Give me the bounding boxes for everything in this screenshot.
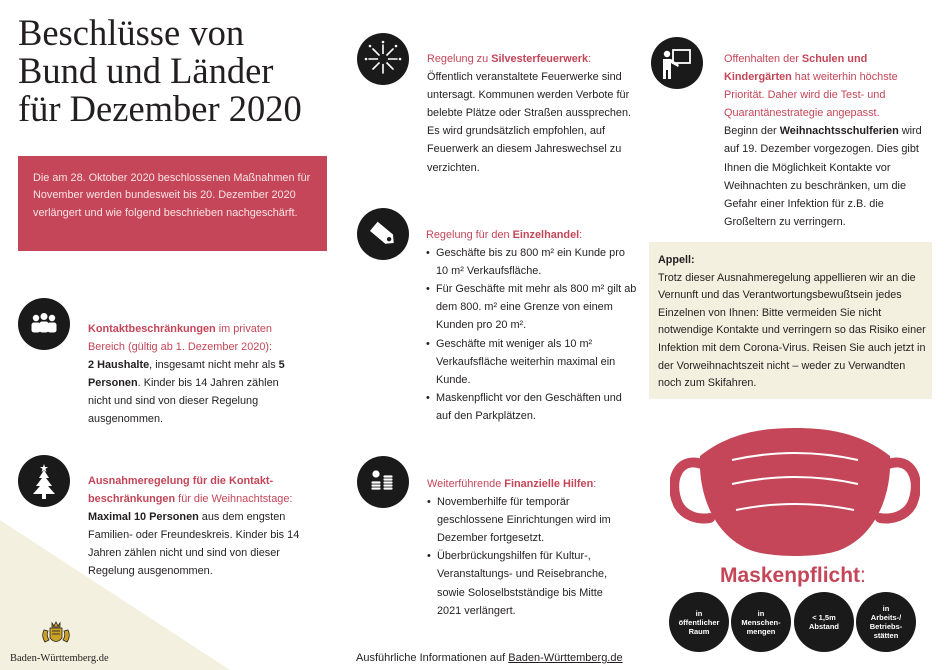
mask-rule-distance: < 1,5m Abstand bbox=[794, 592, 854, 652]
appeal-box bbox=[649, 242, 932, 399]
finanz-section: Weiterführende Finanzielle Hilfen: • Novemberhilfe für temporär geschlossene Einrichtungen wird im Dezember fortgesetzt. • Überbrückungshilfen für Kultur-, Veranstaltungs- und Reisebranche, sowie Soloselbstständige bis Mitte 2021 verlängert. bbox=[427, 475, 627, 620]
silvester-section: Regelung zu Silvesterfeuerwerk: Öffentlich veranstaltete Feuerwerke sind untersagt. Kommunen werden Verbote für belebte Plätze oder Straßen aussprechen. Es wird grundsätzlich empfohlen, auf Feuerwerk an diesem Jahreswechsel zu verzichten. bbox=[427, 53, 632, 174]
list-item: • Maskenpflicht vor den Geschäften und auf den Parkplätzen. bbox=[426, 391, 622, 422]
fireworks-icon bbox=[357, 33, 409, 85]
group-icon bbox=[18, 298, 70, 350]
kontakt-title: Kontaktbeschränkungen bbox=[88, 323, 216, 335]
mask-rule-public-space: in öffentlicher Raum bbox=[669, 592, 729, 652]
logo-text: Baden-Württemberg.de bbox=[10, 653, 109, 664]
list-item: • Novemberhilfe für temporär geschlossene Einrichtungen wird im Dezember fortgesetzt. bbox=[427, 496, 611, 545]
finanz-title: Finanzielle Hilfen bbox=[504, 478, 594, 490]
einzelhandel-section: Regelung für den Einzelhandel: • Geschäfte bis zu 800 m² ein Kunde pro 10 m² Verkaufsfläche. • Für Geschäfte mit mehr als 800 m² gilt ab dem 800. m² eine Grenze von einem Kunden pro 20 m². • Geschäfte mit weniger als 10 m² Verkaufsfläche weiterhin maximal ein Kunde. • Maskenpflicht vor den Geschäften und auf den Parkplätzen. bbox=[426, 226, 638, 425]
footer-info: Ausführliche Informationen auf Baden-Württemberg.de bbox=[356, 652, 623, 664]
list-item: • Für Geschäfte mit mehr als 800 m² gilt ab dem 800. m² eine Grenze von einem Kunden pro 20 m². bbox=[426, 283, 637, 332]
page-title: Beschlüsse von Bund und Länder für Dezember 2020 bbox=[18, 12, 302, 129]
appeal-title: Appell: bbox=[658, 254, 695, 266]
appeal-text: Trotz dieser Ausnahmeregelung appellieren wir an die Vernunft und das Verantwortungsbewußtsein jedes Einzelnen von Ihnen: Bitte vermeiden Sie nicht notwendige Kontakte und verringern so das Risiko einer Infektion mit dem Corona-Virus. Reisen Sie auch jetzt in der Vorweihnachtszeit nicht – weder zu Verwandten noch zum Skifahren. bbox=[658, 271, 926, 390]
maskenpflicht-heading: Maskenpflicht: bbox=[720, 564, 866, 587]
list-item: • Geschäfte mit weniger als 10 m² Verkaufsfläche weiterhin maximal ein Kunde. bbox=[426, 337, 616, 386]
mask-rule-crowds: in Menschen- mengen bbox=[731, 592, 791, 652]
face-mask-icon bbox=[670, 426, 920, 561]
einzelhandel-title: Einzelhandel bbox=[512, 229, 580, 241]
ausnahme-section: Ausnahmeregelung für die Kontakt-beschränkungen für die Weihnachtstage: Maximal 10 Personen aus dem engsten Familien- oder Freundeskreis. Kinder bis 14 Jahren zählen nicht und sind von dieser Regelung ausgenommen. bbox=[88, 475, 300, 578]
schulen-section: Offenhalten der Schulen und Kindergärten hat weiterhin höchste Priorität. Daher wird die Test- und Quarantänestrategie angepasst. Beginn der Weihnachtsschulferien wird auf 19. Dezember vorgezogen. Dies gibt Ihnen die Möglichkeit Kontakte vor Weihnachten zu beschränken, um die Gefahr einer Infektion für z.B. die Großeltern zu verringern. bbox=[724, 53, 922, 228]
list-item: • Überbrückungshilfen für Kultur-, Veranstaltungs- und Reisebranche, sowie Soloselbstständige bis Mitte 2021 verlängert. bbox=[427, 550, 608, 617]
teacher-icon bbox=[651, 37, 703, 89]
intro-box bbox=[18, 156, 327, 251]
kontakt-section: Kontaktbeschränkungen im privaten Bereich (gültig ab 1. Dezember 2020): 2 Haushalte, insgesamt nicht mehr als 5 Personen. Kinder bis 14 Jahren zählen nicht und sind von dieser Regelung ausgenommen. bbox=[88, 323, 285, 426]
footer-link[interactable]: Baden-Württemberg.de bbox=[508, 652, 623, 664]
christmas-tree-icon bbox=[18, 455, 70, 507]
silvester-title: Silvesterfeuerwerk bbox=[491, 53, 589, 65]
schulen-title: Schulen und Kindergärten bbox=[724, 53, 868, 84]
coat-of-arms-icon bbox=[38, 620, 74, 650]
intro-text: Die am 28. Oktober 2020 beschlossenen Maßnahmen für November werden bundesweit bis 20. Dezember 2020 verlängert und wie folgend beschrieben nachgeschärft. bbox=[33, 172, 311, 219]
coins-icon bbox=[357, 456, 409, 508]
price-tag-icon bbox=[357, 208, 409, 260]
list-item: • Geschäfte bis zu 800 m² ein Kunde pro 10 m² Verkaufsfläche. bbox=[426, 247, 625, 278]
kontakt-subtitle: im privaten Bereich (gültig ab 1. Dezember 2020): bbox=[88, 323, 273, 354]
mask-rule-workplaces: in Arbeits-/ Betriebs- stätten bbox=[856, 592, 916, 652]
ausnahme-title: Ausnahmeregelung für die Kontakt-beschränkungen bbox=[88, 475, 274, 506]
